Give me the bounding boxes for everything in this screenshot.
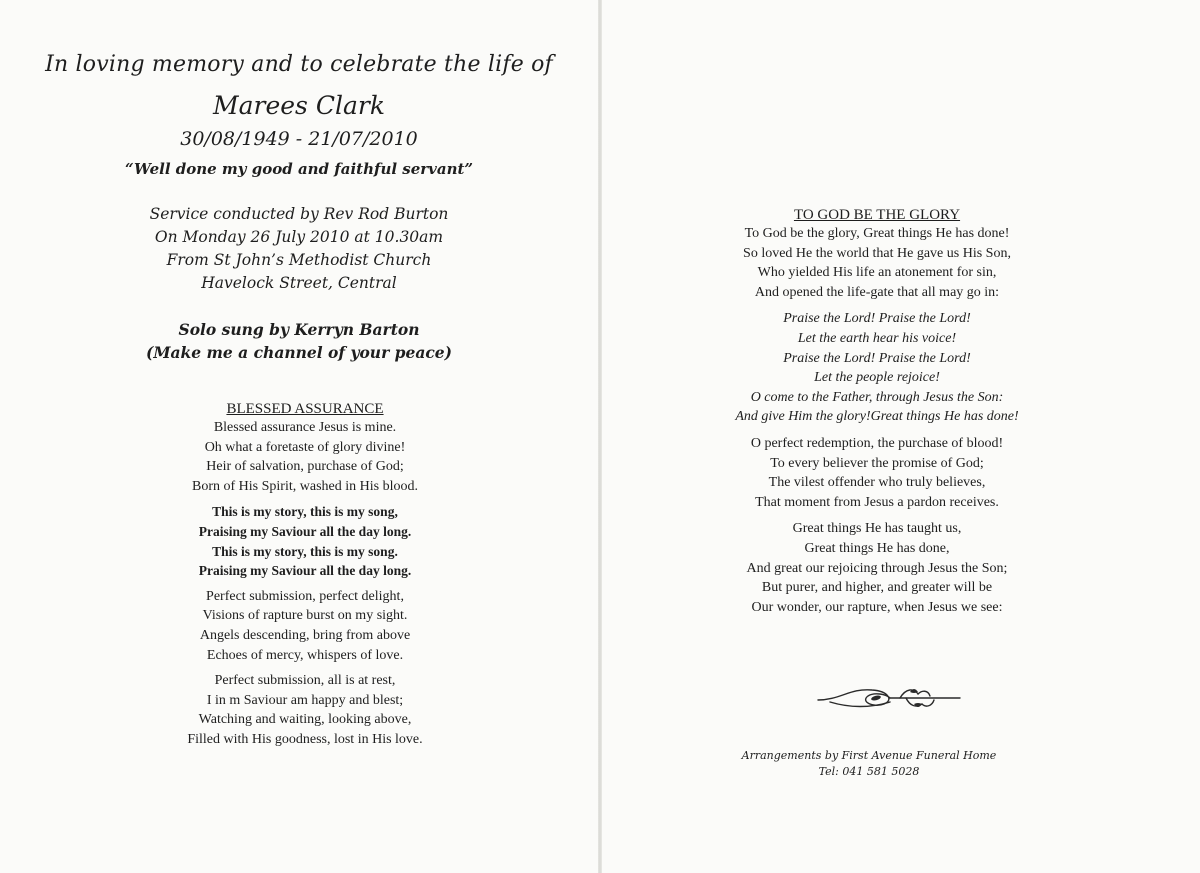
hymn-line: And give Him the glory!Great things He has done!	[735, 409, 1019, 425]
hymn-verse	[6, 671, 604, 749]
deceased-name: Marees Clark	[213, 91, 385, 120]
hymn-line: Praise the Lord! Praise the Lord!	[783, 311, 971, 327]
flourish-ornament-icon	[810, 678, 970, 718]
life-dates: 30/08/1949 - 21/07/2010	[180, 128, 418, 150]
hymn-verse	[578, 519, 1176, 617]
service-details	[0, 203, 598, 295]
hymn-line: The vilest offender who truly believes,	[768, 475, 986, 491]
service-line: Service conducted by Rev Rod Burton	[149, 205, 449, 223]
hymn-chorus	[6, 502, 604, 580]
hymn-verse	[578, 224, 1176, 302]
hymn-line: Praising my Saviour all the day long.	[198, 563, 412, 579]
hymn-verse	[6, 587, 604, 665]
hymn-line: Heir of salvation, purchase of God;	[206, 459, 404, 475]
hymn-chorus	[578, 309, 1176, 427]
hymn-line: Perfect submission, all is at rest,	[214, 673, 396, 689]
memory-heading: In loving memory and to celebrate the life of	[45, 52, 553, 77]
hymn-line: Oh what a foretaste of glory divine!	[204, 439, 406, 455]
credits-line: Tel: 041 581 5028	[818, 765, 920, 778]
hymn-verse	[6, 418, 604, 496]
service-line: From St John’s Methodist Church	[166, 251, 432, 269]
solo-line: Solo sung by Kerryn Barton	[178, 320, 420, 339]
hymn-line: O come to the Father, through Jesus the Son:	[750, 389, 1004, 405]
hymn-line: So loved He the world that He gave us His Son,	[743, 245, 1011, 261]
hymn-line: Visions of rapture burst on my sight.	[202, 608, 408, 624]
hymn-title: BLESSED ASSURANCE	[226, 401, 384, 417]
hymn-line: And opened the life-gate that all may go in:	[754, 284, 1000, 300]
hymn-line: Let the earth hear his voice!	[797, 330, 957, 346]
hymn-line: Echoes of mercy, whispers of love.	[206, 647, 404, 663]
hymn-to-god-be-the-glory	[578, 206, 1176, 617]
hymn-line: O perfect redemption, the purchase of blood!	[750, 435, 1004, 451]
credits-line: Arrangements by First Avenue Funeral Home	[741, 749, 997, 762]
hymn-line: Perfect submission, perfect delight,	[206, 588, 404, 604]
hymn-line: To God be the glory, Great things He has done!	[744, 226, 1010, 241]
hymn-line: Born of His Spirit, washed in His blood.	[192, 478, 418, 494]
left-page	[0, 0, 598, 873]
solo-line: (Make me a channel of your peace)	[145, 343, 453, 362]
hymn-line: This is my story, this is my song.	[212, 543, 398, 559]
hymn-line: Angels descending, bring from above	[199, 627, 411, 643]
hymn-line: Our wonder, our rapture, when Jesus we see:	[751, 599, 1003, 615]
service-line: Havelock Street, Central	[201, 274, 397, 292]
right-page	[602, 0, 1200, 873]
hymn-line: Great things He has taught us,	[792, 521, 962, 537]
hymn-line: But purer, and higher, and greater will be	[761, 580, 993, 596]
hymn-line: Watching and waiting, looking above,	[198, 712, 412, 728]
hymn-line: Who yielded His life an atonement for sin,	[757, 265, 997, 281]
hymn-line: To every believer the promise of God;	[770, 455, 984, 471]
hymn-line: Let the people rejoice!	[814, 370, 940, 386]
hymn-line: Blessed assurance Jesus is mine.	[213, 420, 397, 435]
hymn-line: Praise the Lord! Praise the Lord!	[783, 350, 971, 366]
hymn-line: Filled with His goodness, lost in His love.	[187, 731, 423, 747]
hymn-verse	[578, 434, 1176, 512]
hymn-title: TO GOD BE THE GLORY	[793, 207, 961, 223]
hymn-line: Praising my Saviour all the day long.	[198, 523, 412, 539]
service-line: On Monday 26 July 2010 at 10.30am	[154, 228, 444, 246]
hymn-line: This is my story, this is my song,	[212, 504, 398, 520]
solo-details	[0, 318, 598, 364]
hymn-line: I in m Saviour am happy and blest;	[206, 692, 404, 708]
hymn-line: That moment from Jesus a pardon receives.	[755, 494, 999, 510]
memorial-quote: “Well done my good and faithful servant”	[124, 160, 474, 178]
hymn-line: And great our rejoicing through Jesus the Son;	[746, 560, 1008, 576]
hymn-blessed-assurance	[6, 400, 604, 750]
funeral-home-credits	[570, 748, 1168, 780]
hymn-line: Great things He has done,	[804, 540, 950, 556]
